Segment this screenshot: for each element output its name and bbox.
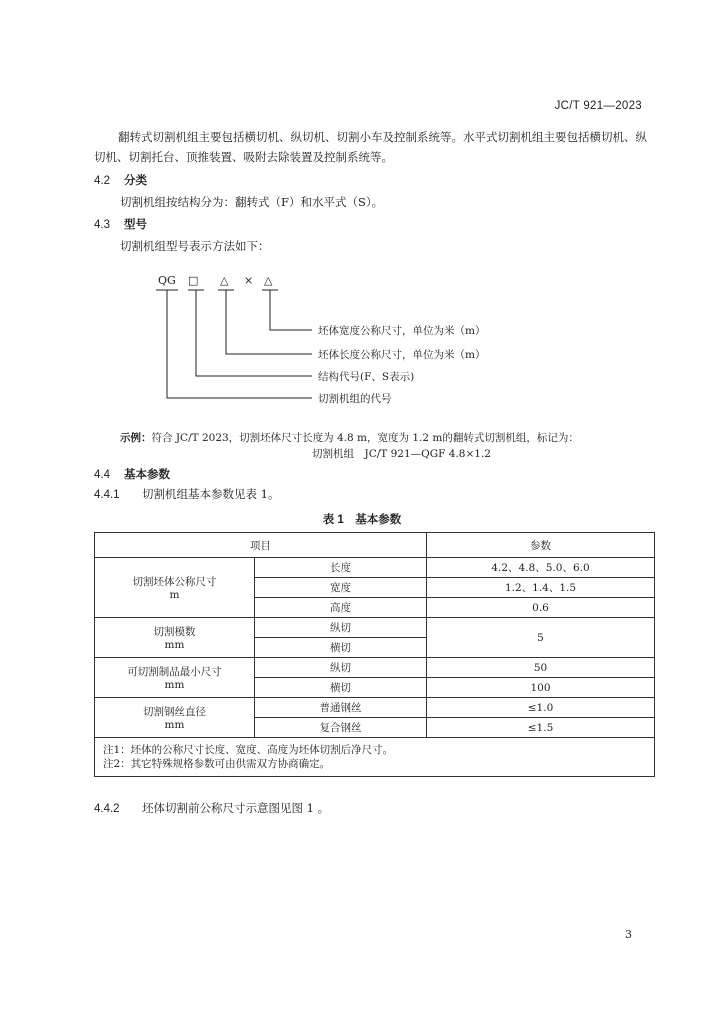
section-title: 型号 [124, 219, 147, 231]
param-value: ≤1.5 [427, 718, 655, 738]
group-unit: m [169, 589, 180, 601]
sub-item: 横切 [255, 638, 427, 658]
section-4-4-1 [94, 484, 279, 505]
leader-length [226, 290, 312, 354]
section-number: 4.2 [94, 175, 110, 187]
param-value: 5 [427, 618, 655, 658]
sub-item: 横切 [255, 678, 427, 698]
example-label: 示例： [120, 432, 152, 444]
symbol-square: □ [188, 274, 199, 287]
param-value: 100 [427, 678, 655, 698]
example-text: 符合 JC/T 2023，切割坯体尺寸长度为 4.8 m，宽度为 1.2 m的翻转式切割机组，标记为： [151, 432, 579, 444]
example-line [120, 430, 579, 445]
table-1-basic-parameters [94, 532, 655, 777]
sub-item: 高度 [255, 598, 427, 618]
section-number: 4.4 [94, 469, 110, 481]
table-notes [95, 738, 655, 777]
param-value: 1.2、1.4、1.5 [427, 578, 655, 598]
example-marking: 切割机组 JC/T 921—QGF 4.8×1.2 [312, 448, 491, 460]
running-header: JC/T 921—2023 [554, 100, 642, 112]
label-code: 切割机组的代号 [318, 393, 392, 405]
param-value: 50 [427, 658, 655, 678]
section-4-2-heading [94, 172, 147, 188]
leader-code [167, 290, 312, 398]
param-value: 0.6 [427, 598, 655, 618]
param-value: 4.2、4.8、5.0、6.0 [427, 558, 655, 578]
section-number: 4.4.2 [94, 803, 120, 815]
section-title: 分类 [124, 175, 147, 187]
sub-item: 长度 [255, 558, 427, 578]
model-diagram-svg [150, 268, 530, 408]
label-width: 坯体宽度公称尺寸，单位为米（m） [318, 325, 486, 337]
leader-width [270, 290, 312, 330]
symbol-triangle-width: △ [264, 274, 273, 287]
label-length: 坯体长度公称尺寸，单位为米（m） [318, 349, 486, 361]
symbol-times: × [244, 274, 254, 287]
group-unit: mm [164, 639, 185, 651]
table-row [95, 658, 655, 678]
group-cell [95, 698, 255, 738]
table-row [95, 618, 655, 638]
group-unit: mm [164, 679, 185, 691]
sub-item: 纵切 [255, 618, 427, 638]
section-number: 4.4.1 [94, 489, 120, 501]
section-4-4-2 [94, 798, 329, 819]
model-designation-diagram [150, 268, 530, 408]
table-row [95, 698, 655, 718]
header-param: 参数 [427, 533, 655, 558]
section-4-3-heading [94, 216, 147, 232]
leader-structure [196, 290, 312, 376]
note-2: 注2：其它特殊规格参数可由供需双方协商确定。 [103, 758, 331, 770]
section-4-4-heading [94, 466, 170, 482]
table-header-row [95, 533, 655, 558]
notes-row [95, 738, 655, 777]
section-4-3-body: 切割机组型号表示方法如下： [120, 239, 270, 253]
sub-item: 复合钢丝 [255, 718, 427, 738]
section-title: 基本参数 [124, 469, 170, 481]
param-value: ≤1.0 [427, 698, 655, 718]
symbol-qg: QG [158, 274, 176, 287]
header-item: 项目 [95, 533, 427, 558]
section-4-2-body: 切割机组按结构分为：翻转式（F）和水平式（S）。 [120, 195, 384, 209]
intro-paragraph: 翻转式切割机组主要包括横切机、纵切机、切割小车及控制系统等。水平式切割机组主要包括横切机、纵切机、切割托台、顶推装置、吸附去除装置及控制系统等。 [94, 130, 647, 164]
page-number: 3 [625, 928, 632, 941]
sub-item: 普通钢丝 [255, 698, 427, 718]
section-number: 4.3 [94, 219, 110, 231]
label-structure: 结构代号(F、S表示) [318, 371, 415, 383]
table-row [95, 558, 655, 578]
section-text: 坯体切割前公称尺寸示意图见图 1 。 [142, 801, 330, 815]
group-name: 可切割制品最小尺寸 [127, 666, 222, 678]
group-cell [95, 658, 255, 698]
sub-item: 纵切 [255, 658, 427, 678]
group-unit: mm [164, 719, 185, 731]
group-cell [95, 618, 255, 658]
sub-item: 宽度 [255, 578, 427, 598]
group-name: 切割模数 [153, 626, 196, 638]
table-1-caption: 表 1 基本参数 [322, 514, 402, 526]
note-1: 注1：坯体的公称尺寸长度、宽度、高度为坯体切割后净尺寸。 [103, 744, 394, 756]
section-text: 切割机组基本参数见表 1。 [142, 487, 280, 501]
group-cell [95, 558, 255, 618]
symbol-triangle-length: △ [220, 274, 229, 287]
group-name: 切割坯体公称尺寸 [132, 576, 217, 588]
group-name: 切割钢丝直径 [143, 706, 206, 718]
